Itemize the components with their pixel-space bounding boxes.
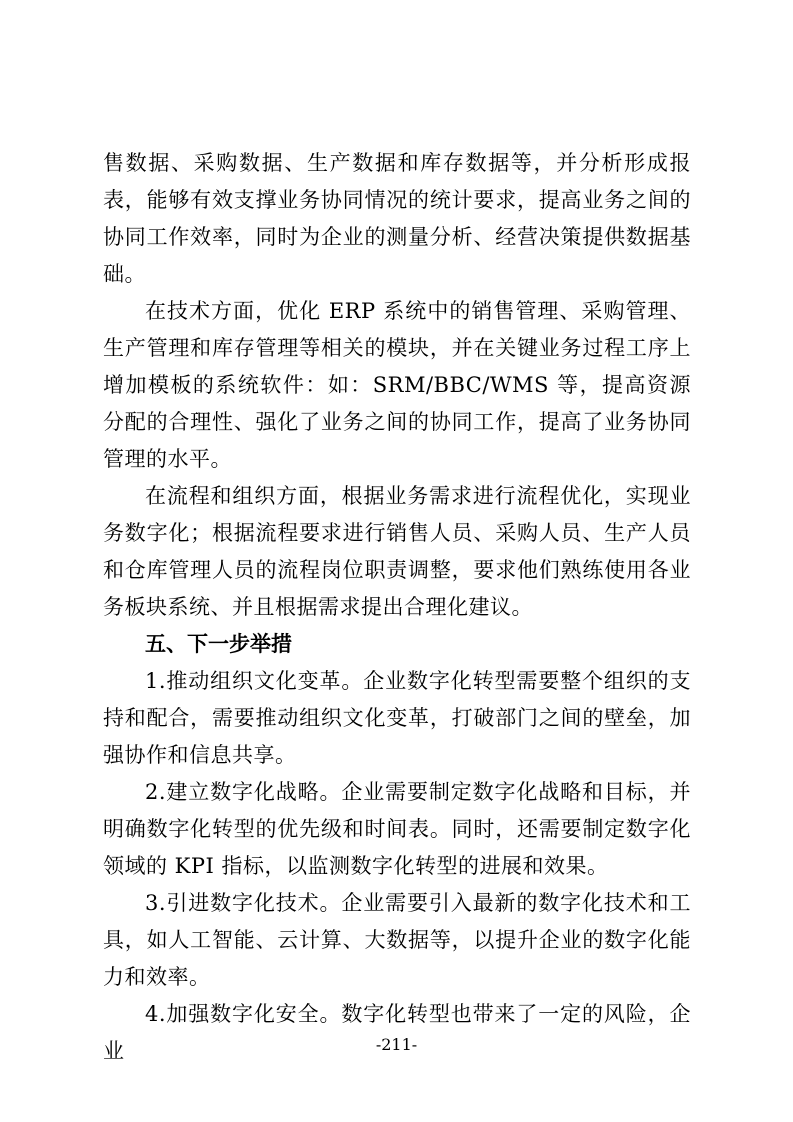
measure-item-2: 2.建立数字化战略。企业需要制定数字化战略和目标，并明确数字化转型的优先级和时间表。同时，还需要制定数字化领域的 KPI 指标，以监测数字化转型的进展和效果。 (103, 780, 691, 878)
measure-item-3: 3.引进数字化技术。企业需要引入最新的数字化技术和工具，如人工智能、云计算、大数据等，以提升企业的数字化能力和效率。 (103, 891, 691, 989)
page-number: -211- (375, 1035, 418, 1054)
section-heading-next-steps: 五、下一步举措 (145, 632, 292, 656)
measure-item-4: 4.加强数字化安全。数字化转型也带来了一定的风险，企业 (103, 1002, 691, 1063)
paragraph-technology: 在技术方面，优化 ERP 系统中的销售管理、采购管理、生产管理和库存管理等相关的模块，并在关键业务过程工序上增加模板的系统软件：如：SRM/BBC/WMS 等，提高资源分配的合理性、强化了业务之间的协同工作，提高了业务协同管理的水平。 (103, 299, 691, 471)
measure-item-1: 1.推动组织文化变革。企业数字化转型需要整个组织的支持和配合，需要推动组织文化变革，打破部门之间的壁垒，加强协作和信息共享。 (103, 669, 691, 767)
paragraph-data-summary: 售数据、采购数据、生产数据和库存数据等，并分析形成报表，能够有效支撑业务协同情况的统计要求，提高业务之间的协同工作效率，同时为企业的测量分析、经营决策提供数据基础。 (103, 151, 691, 286)
paragraph-process-organization: 在流程和组织方面，根据业务需求进行流程优化，实现业务数字化；根据流程要求进行销售人员、采购人员、生产人员和仓库管理人员的流程岗位职责调整，要求他们熟练使用各业务板块系统、并且根据需求提出合理化建议。 (103, 484, 691, 619)
document-body (103, 145, 691, 1070)
